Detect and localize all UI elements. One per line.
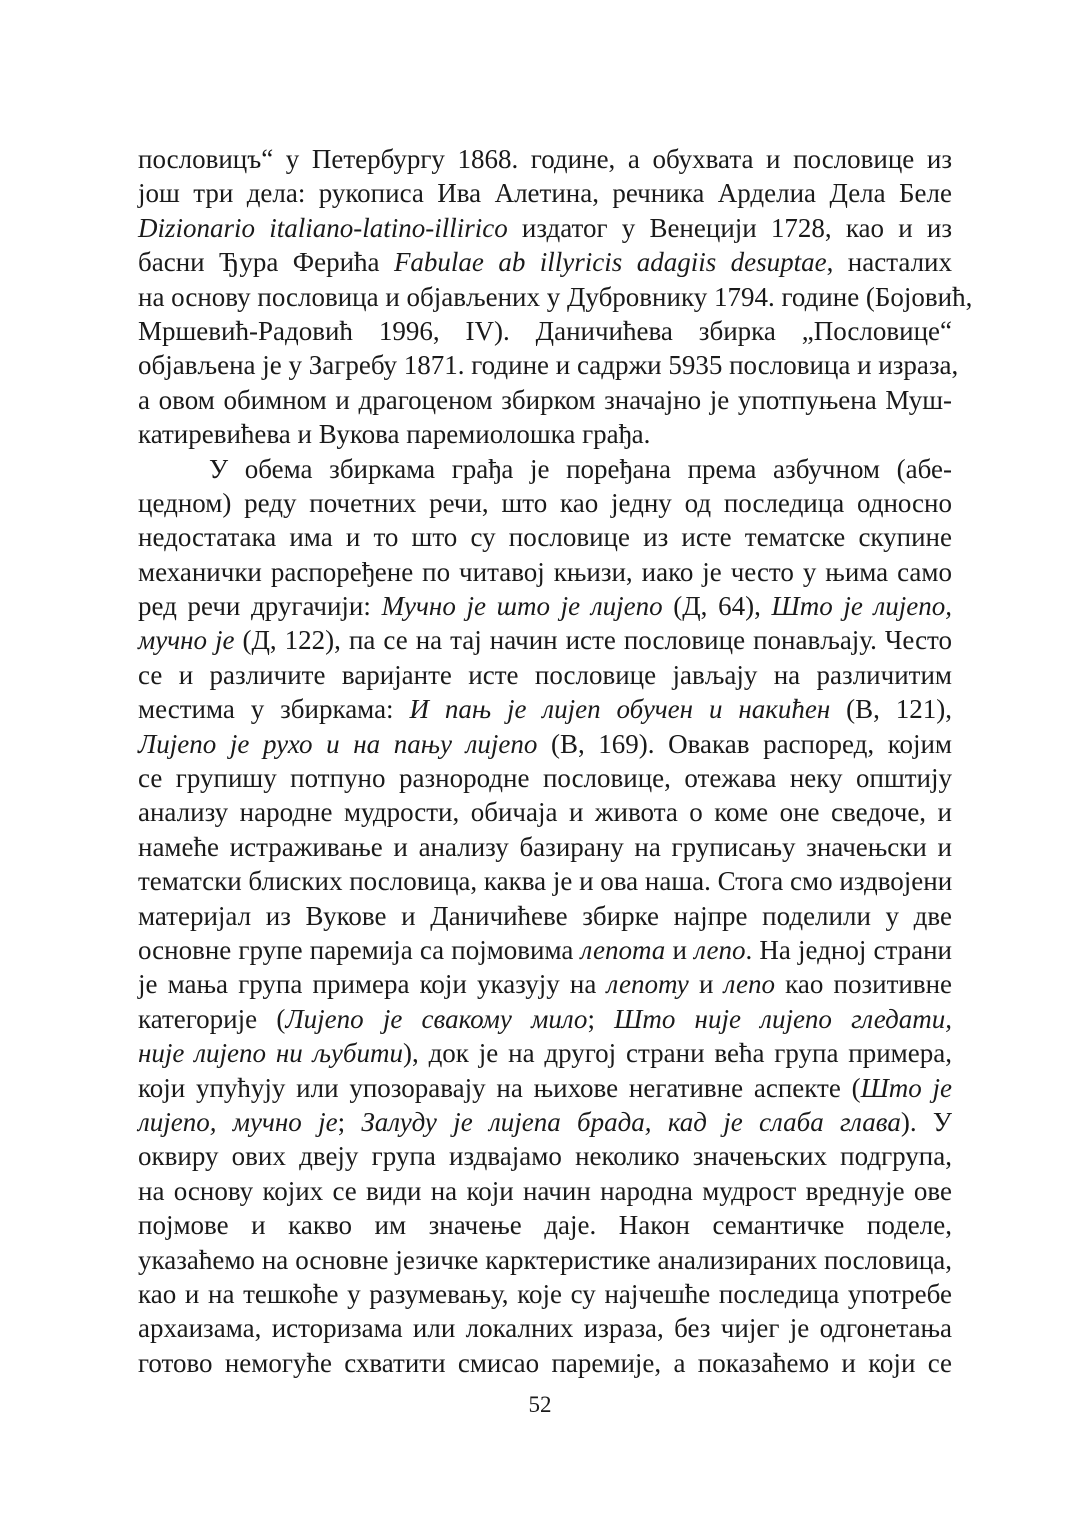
text-line [138,899,952,933]
text-segment: архаизама, историзама или локалних израза, без чијег је одгонетања [138,1313,952,1344]
text-line [138,348,959,382]
text-line [138,761,952,795]
text-line [138,623,952,657]
text-line [138,727,952,761]
text-segment: се групишу потпуно разнородне пословице, отежава неку општију [138,763,952,794]
text-line [138,211,952,245]
italic-phrase: лепо [694,934,746,965]
text-line [138,830,952,864]
text-segment: и [665,934,695,965]
text-line [138,383,952,417]
text-line [138,1139,952,1173]
text-segment: још три дела: рукописа Ива Алетина, речника Арделиа Дела Беле [138,178,952,209]
text-segment: (В, 169). Овакав распоред, којим [537,728,952,759]
text-line [138,520,952,554]
text-line [138,142,952,176]
text-line [138,1277,952,1311]
page-number: 52 [528,1392,552,1417]
text-line [138,864,952,898]
text-segment: местима у збиркама: [138,694,410,725]
text-segment: издатог у Венецији 1728, као и из [507,212,952,243]
text-segment: недостатака има и то што су пословице из исте тематске скупине [138,522,952,553]
text-segment: (В, 121), [830,694,952,725]
text-line [138,1208,952,1242]
text-segment: готово немогуће схватити смисао паремије, а показаћемо и који се [138,1347,952,1378]
text-line [138,417,952,451]
text-segment: који упућују или упозоравају на њихове негативне аспекте ( [138,1072,861,1103]
text-segment: анализу народне мудрости, обичаја и живота о коме оне сведоче, и [138,797,952,828]
text-segment: ), док је на другој страни већа група примера, [402,1038,952,1069]
text-line [138,176,952,210]
text-line [138,1105,952,1139]
italic-phrase: Лијепо је рухо и на пању лијепо [138,728,538,759]
italic-phrase: Што није лијепо гледати, [614,1003,952,1034]
text-segment: се и различите варијанте исте пословице јављају на различитим [138,659,952,690]
text-line [138,589,952,623]
text-line [138,692,952,726]
text-line [138,1071,952,1105]
text-line [138,795,952,829]
text-line [138,245,952,279]
text-segment: материјал из Вукове и Даничићеве збирке најпре поделили у две [138,900,952,931]
text-segment: механички распоређене по читавој књизи, иако је често у њима само [138,556,952,587]
text-segment: пословицъ“ у Петербургу 1868. године, а обухвата и пословице из [138,144,952,174]
italic-phrase: није лијепо ни љубити [138,1038,403,1069]
text-line [138,1174,952,1208]
text-segment: тематски блиских пословица, каква је и ова наша. Стога смо издвојени [138,866,953,897]
text-line [138,452,952,486]
text-line [138,1002,952,1036]
text-line [138,314,952,348]
text-segment: ред речи другачији: [138,591,382,622]
text-segment: (Д, 64), [662,591,772,622]
italic-phrase: Мучно је што је лијепо [381,591,663,622]
italic-phrase: лијепо, мучно је [138,1106,338,1137]
text-segment: је мања група примера који указују на [138,969,607,1000]
italic-phrase: мучно је [138,625,235,656]
italic-phrase: лепо [723,969,775,1000]
text-segment: катиревићева и Вукова паремиолошка грађа. [138,419,651,450]
text-segment: Мршевић-Радовић 1996, IV). Даничићева збирка „Пословице“ [138,315,952,346]
text-segment: категорије ( [138,1003,286,1034]
text-segment: основне групе паремија са појмовима [138,934,581,965]
text-line [138,933,952,967]
text-segment: и [688,969,724,1000]
text-line [138,967,952,1001]
text-segment: . На једној страни [745,934,952,965]
text-segment: ; [337,1106,362,1137]
text-segment: као позитивне [775,969,953,1000]
text-segment: објављена је у Загребу 1871. године и садржи 5935 пословица и израза, [138,350,959,381]
body-text [138,142,973,1380]
text-segment: на основу којих се види на који начин народна мудрост вреднује ове [138,1175,952,1206]
text-line [138,486,952,520]
text-line [138,658,952,692]
italic-phrase: Лијепо је свакому мило [285,1003,588,1034]
text-segment: (Д, 122), па се на тај начин исте пословице понављају. Често [234,625,953,656]
text-line [138,555,952,589]
italic-phrase: И пањ је лијеп обучен и накићен [409,694,831,725]
text-segment: оквиру ових двеју група издвајамо неколико значењских подгрупа, [138,1141,952,1172]
text-segment: појмове и какво им значење даје. Након семантичке поделе, [138,1210,952,1241]
text-segment: на основу пословица и објављених у Дубровнику 1794. године (Бојовић, [138,281,973,312]
text-segment: ). У [900,1106,952,1137]
text-segment: намеће истраживање и анализу базирану на груписању значењски и [138,831,952,862]
text-segment: У обема збиркама грађа је поређана према азбучном (абе- [209,453,952,484]
text-segment: а овом обимном и драгоценом збирком значајно је употпуњена Муш- [138,384,952,415]
italic-phrase: лепоту [606,969,689,1000]
text-line [138,1311,952,1345]
italic-phrase: Залуду је лијепа брада, кад је слаба глава [361,1106,901,1137]
italic-phrase: Што је [860,1072,952,1103]
text-line [138,280,973,314]
text-line [138,1346,952,1380]
italic-phrase: лепота [580,934,666,965]
italic-phrase: Fabulae ab illyricis adagiis desuptae [393,247,827,278]
italic-phrase: Што је лијепо, [771,591,953,622]
text-segment: као и на тешкоће у разумевању, које су најчешће последица употребе [138,1278,952,1309]
text-segment: указаћемо на основне језичке карктеристике анализираних пословица, [138,1244,952,1275]
text-segment: , насталих [826,247,952,278]
text-segment: цедном) реду почетних речи, што као једну од последица односно [138,487,952,518]
text-line [138,1243,952,1277]
italic-phrase: Dizionario italiano-latino-illirico [138,212,508,243]
text-segment: басни Ђура Ферића [138,247,394,278]
text-line [138,1036,952,1070]
text-segment: ; [587,1003,615,1034]
